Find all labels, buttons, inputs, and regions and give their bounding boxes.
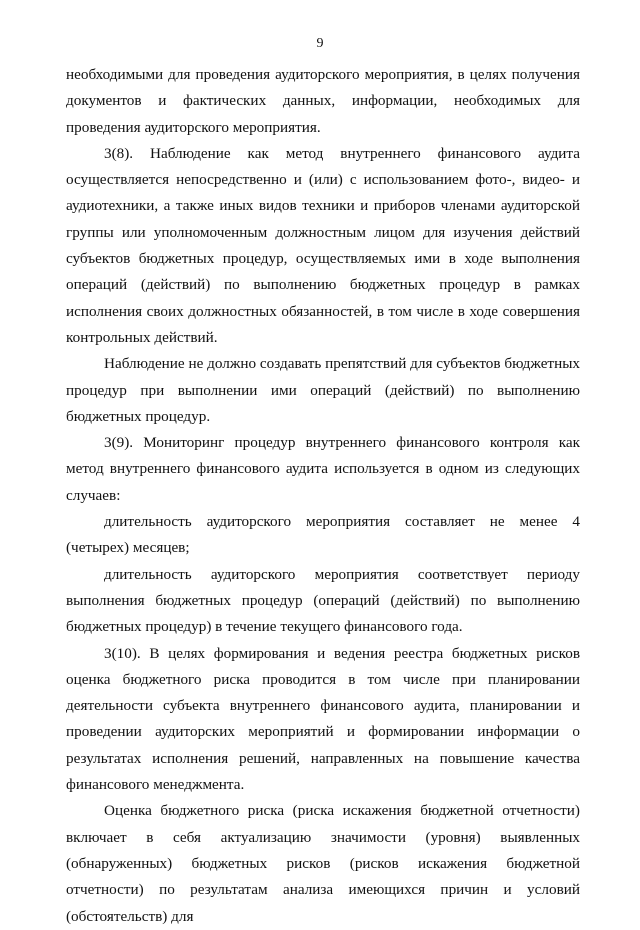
paragraph-3-8: 3(8). Наблюдение как метод внутреннего финансового аудита осуществляется непосредственно и (или) с использованием фото-, видео- и аудиотехники, а также иных видов техники и приборов членами аудиторской группы или уполномоченным должностным лицом для изучения действий субъектов бюджетных процедур, осуществляемых ими в ходе выполнения операций (действий) по выполнению бюджетных процедур в рамках исполнения своих должностных обязанностей, в том числе в ходе совершения контрольных действий. bbox=[66, 144, 580, 346]
paragraph-observation: Наблюдение не должно создавать препятствий для субъектов бюджетных процедур при выполнении ими операций (действий) по выполнению бюджетных процедур. bbox=[66, 355, 580, 425]
paragraph-3-9: 3(9). Мониторинг процедур внутреннего финансового контроля как метод внутреннего финансового аудита используется в одном из следующих случаев: bbox=[66, 434, 580, 504]
paragraph-continuation: необходимыми для проведения аудиторского мероприятия, в целях получения документов и фактических данных, информации, необходимых для проведения аудиторского мероприятия. bbox=[66, 66, 580, 136]
document-body bbox=[66, 62, 580, 930]
paragraph-case-duration: длительность аудиторского мероприятия составляет не менее 4 (четырех) месяцев; bbox=[66, 513, 580, 557]
paragraph-3-10: 3(10). В целях формирования и ведения реестра бюджетных рисков оценка бюджетного риска проводится в том числе при планировании деятельности субъекта внутреннего финансового аудита, планировании и проведении аудиторских мероприятий и формировании информации о результатах исполнения решений, направленных на повышение качества финансового менеджмента. bbox=[66, 644, 580, 794]
paragraph-risk-assessment: Оценка бюджетного риска (риска искажения бюджетной отчетности) включает в себя актуализацию значимости (уровня) выявленных (обнаруженных) бюджетных рисков (рисков искажения бюджетной отчетности) по результатам анализа имеющихся причин и условий (обстоятельств) для bbox=[66, 802, 580, 925]
paragraph-case-period: длительность аудиторского мероприятия соответствует периоду выполнения бюджетных процедур (операций (действий) по выполнению бюджетных процедур) в течение текущего финансового года. bbox=[66, 565, 580, 636]
page-number: 9 bbox=[316, 36, 324, 51]
